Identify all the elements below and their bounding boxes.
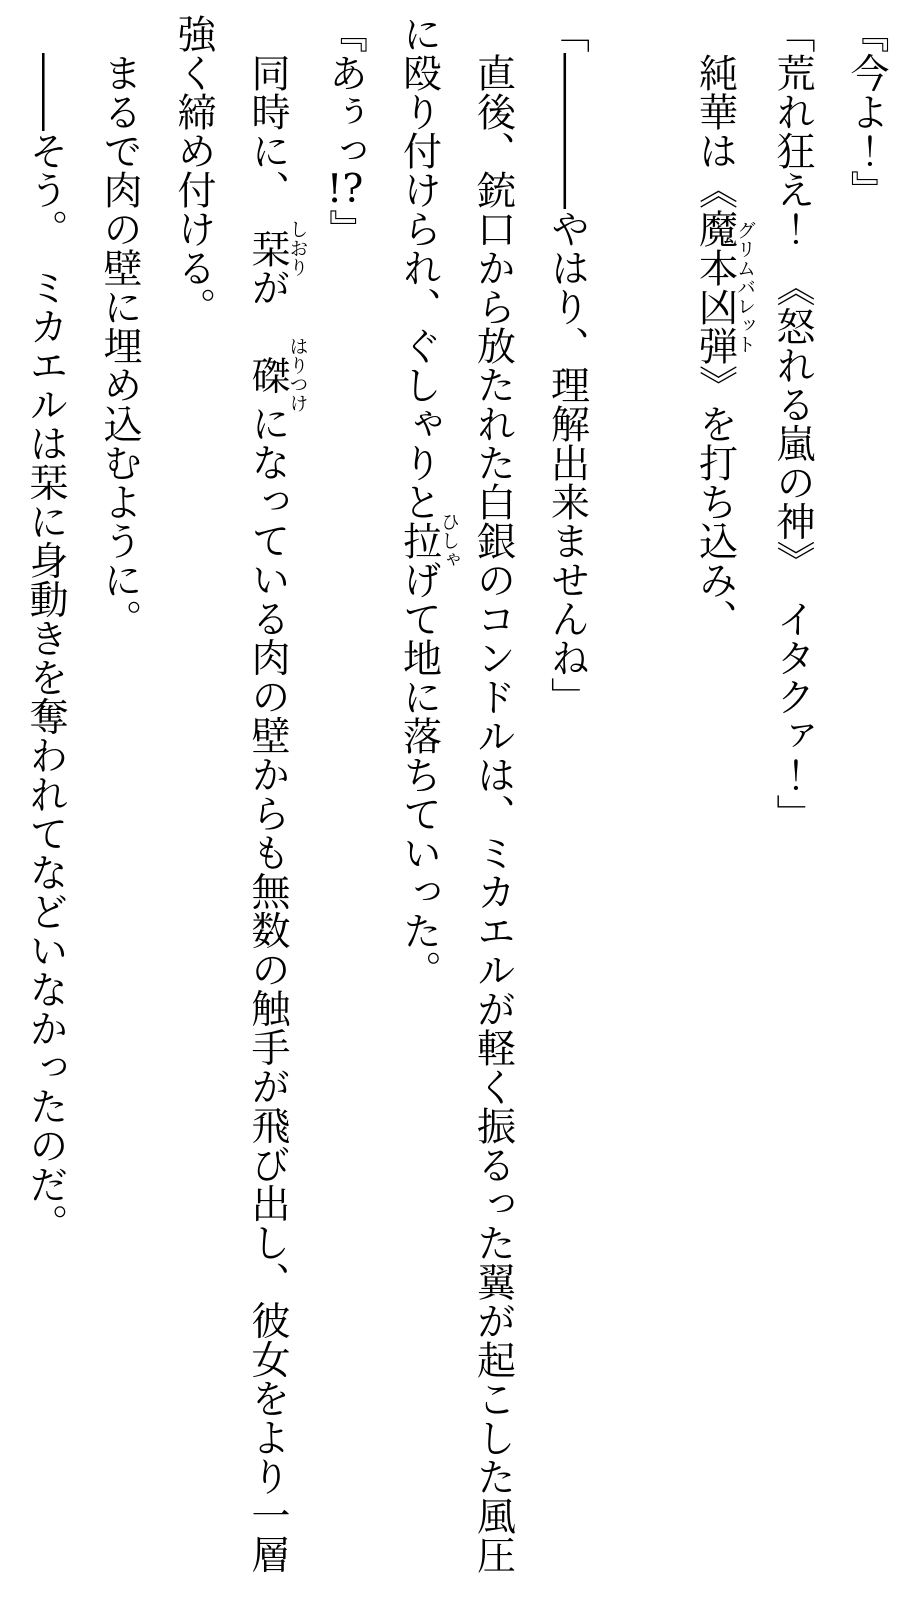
paragraph-p3 [678, 14, 756, 1580]
ruby-furigana: グリムバレット [734, 209, 756, 365]
text-run: まるで肉の壁に埋め込むように。 [97, 53, 142, 638]
ruby-base: 魔本凶弾 [692, 209, 738, 365]
paragraph-p5 [382, 14, 530, 1580]
text-run: が [245, 267, 290, 346]
ruby-base: 栞 [245, 219, 290, 277]
text-run: 「荒れ狂え！ 《怒れる嵐の神》 イタクァ！」 [770, 14, 815, 833]
ruby-furigana: しおり [286, 219, 309, 277]
text-run: 同時に、 [245, 53, 290, 229]
paragraph-p7 [156, 14, 308, 1580]
ruby-word [692, 209, 756, 365]
paragraph-p1 [829, 14, 903, 1580]
text-run: 純華は《 [692, 53, 738, 209]
text-run: 』 [322, 209, 368, 248]
ruby-furigana: ひしゃ [438, 512, 460, 569]
paragraph-p8 [82, 14, 156, 1580]
paragraph-p9 [8, 14, 82, 1580]
paragraph-p6 [308, 14, 382, 1580]
vertical-text-block [8, 14, 903, 1580]
text-run: 「――――やはり、理解出来ませんね」 [544, 14, 590, 716]
text-run: 『あぅっ [322, 14, 368, 170]
ruby-base: 磔 [245, 336, 290, 413]
tate-chu-yoko-text: !? [326, 170, 364, 209]
text-run: ――そう。 ミカエルは栞に身動きを奪われてなどいなかったのだ。 [23, 53, 68, 1243]
ruby-word [245, 336, 309, 413]
text-run: 『今よ！』 [844, 14, 889, 209]
text-run: げて地に落ちていった。 [396, 560, 442, 989]
text-run: 直後、銃口から放たれた白銀のコンドルは、ミカエルが軽く振るった翼が起こした風圧に殴り付けられ、ぐしゃりと [396, 14, 516, 1574]
text-run: 》を打ち込み、 [692, 365, 738, 638]
paragraph-p2 [755, 14, 829, 1580]
ruby-word [396, 512, 460, 569]
ruby-base: 拉 [396, 512, 442, 569]
ruby-word [245, 219, 309, 277]
text-run: になっている肉の壁からも無数の触手が飛び出し、彼女をより一層強く締め付ける。 [171, 14, 290, 1574]
paragraph-p4 [530, 14, 604, 1580]
ruby-furigana: はりつけ [286, 336, 309, 413]
